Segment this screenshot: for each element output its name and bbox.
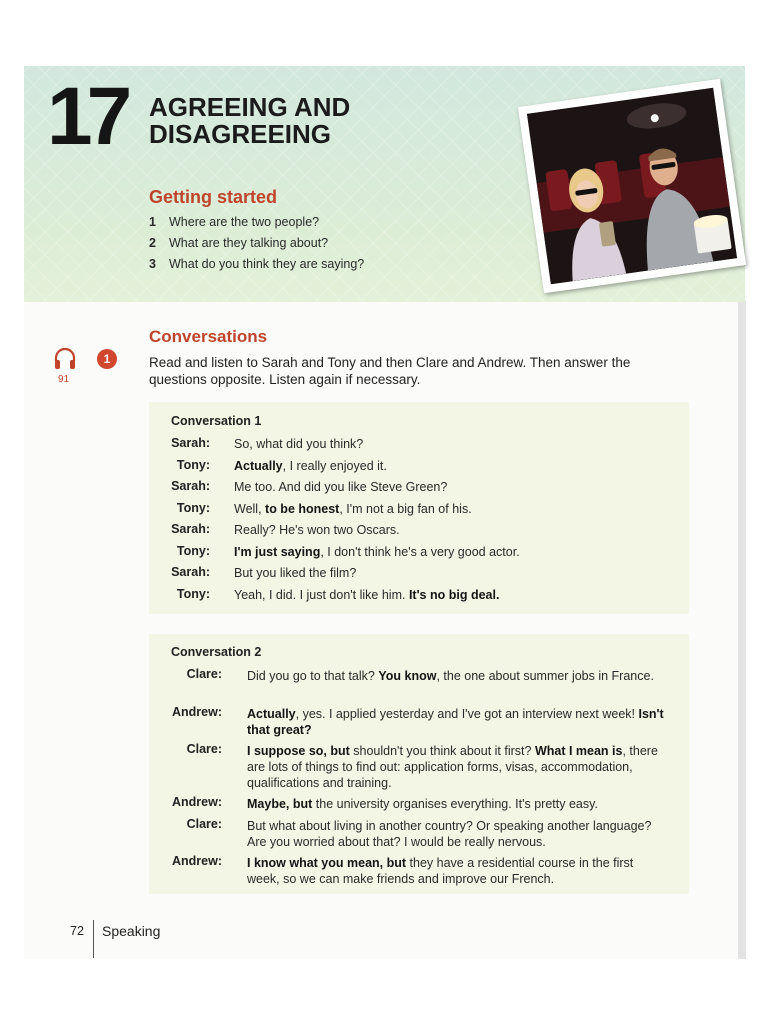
item-number: 2 (149, 236, 156, 250)
exercise-number-badge: 1 (97, 349, 117, 369)
dialogue-line: I suppose so, but shouldn't you think about it first? What I mean is, there are lots of things to find out: application forms, visas, accommodation, qualifications and training. (247, 744, 658, 790)
item-text: Where are the two people? (169, 215, 320, 229)
speaker: Sarah: (171, 522, 210, 536)
dialogue-line: Yeah, I did. I just don't like him. It's no big deal. (234, 588, 500, 602)
conversation-1-title: Conversation 1 (171, 414, 262, 428)
speaker: Sarah: (171, 436, 210, 450)
list-item (149, 256, 364, 277)
speaker: Clare: (186, 742, 222, 756)
dialogue-line: But you liked the film? (234, 566, 357, 580)
page-number: 72 (70, 924, 84, 938)
dialogue-line: Well, to be honest, I'm not a big fan of his. (234, 502, 472, 516)
cinema-photo (518, 79, 746, 294)
speaker: Tony: (176, 544, 210, 558)
speaker: Andrew: (172, 854, 222, 868)
dialogue-line: I'm just saying, I don't think he's a very good actor. (234, 545, 520, 559)
item-text: What do you think they are saying? (169, 257, 365, 271)
unit-title (149, 94, 350, 148)
speaker: Tony: (176, 587, 210, 601)
dialogue-line: Actually, yes. I applied yesterday and I've got an interview next week! Isn't that great? (247, 707, 664, 737)
audio-track-number: 91 (58, 374, 70, 385)
speaker: Clare: (186, 817, 222, 831)
dialogue-line: Really? He's won two Oscars. (234, 523, 400, 537)
unit-title-line1: AGREEING AND (149, 92, 351, 122)
speaker: Sarah: (171, 565, 210, 579)
item-number: 3 (149, 257, 156, 271)
footer-divider (93, 920, 94, 958)
dialogue-line: I know what you mean, but they have a residential course in the first week, so we can make friends and improve our French. (247, 856, 634, 886)
headphones-icon (53, 347, 77, 371)
conversations-heading: Conversations (149, 327, 268, 346)
section-label: Speaking (102, 923, 161, 939)
getting-started-heading: Getting started (149, 187, 278, 207)
dialogue-line: But what about living in another country? Or speaking another language? Are you worried about that? I would be really nervous. (247, 819, 652, 849)
unit-number: 17 (47, 71, 127, 162)
speaker: Andrew: (172, 795, 222, 809)
exercise-instructions: Read and listen to Sarah and Tony and then Clare and Andrew. Then answer the questions opposite. Listen again if necessary. (149, 355, 631, 387)
speaker: Sarah: (171, 479, 210, 493)
list-item (149, 235, 364, 256)
unit-title-line2: DISAGREEING (149, 119, 332, 149)
photo-image (527, 88, 737, 284)
dialogue-line: Actually, I really enjoyed it. (234, 459, 387, 473)
conversation-2-title: Conversation 2 (171, 645, 262, 659)
item-number: 1 (149, 215, 156, 229)
speaker: Tony: (176, 458, 210, 472)
dialogue-line: So, what did you think? (234, 437, 364, 451)
list-item (149, 214, 364, 235)
dialogue-line: Maybe, but the university organises everything. It's pretty easy. (247, 797, 598, 811)
speaker: Clare: (186, 667, 222, 681)
speaker: Tony: (176, 501, 210, 515)
getting-started-list (149, 214, 364, 277)
page-edge-shadow (738, 300, 746, 959)
speaker: Andrew: (172, 705, 222, 719)
cinema-audience-illustration (527, 88, 737, 284)
item-text: What are they talking about? (169, 236, 329, 250)
dialogue-line: Did you go to that talk? You know, the one about summer jobs in France. (247, 669, 654, 683)
dialogue-line: Me too. And did you like Steve Green? (234, 480, 448, 494)
